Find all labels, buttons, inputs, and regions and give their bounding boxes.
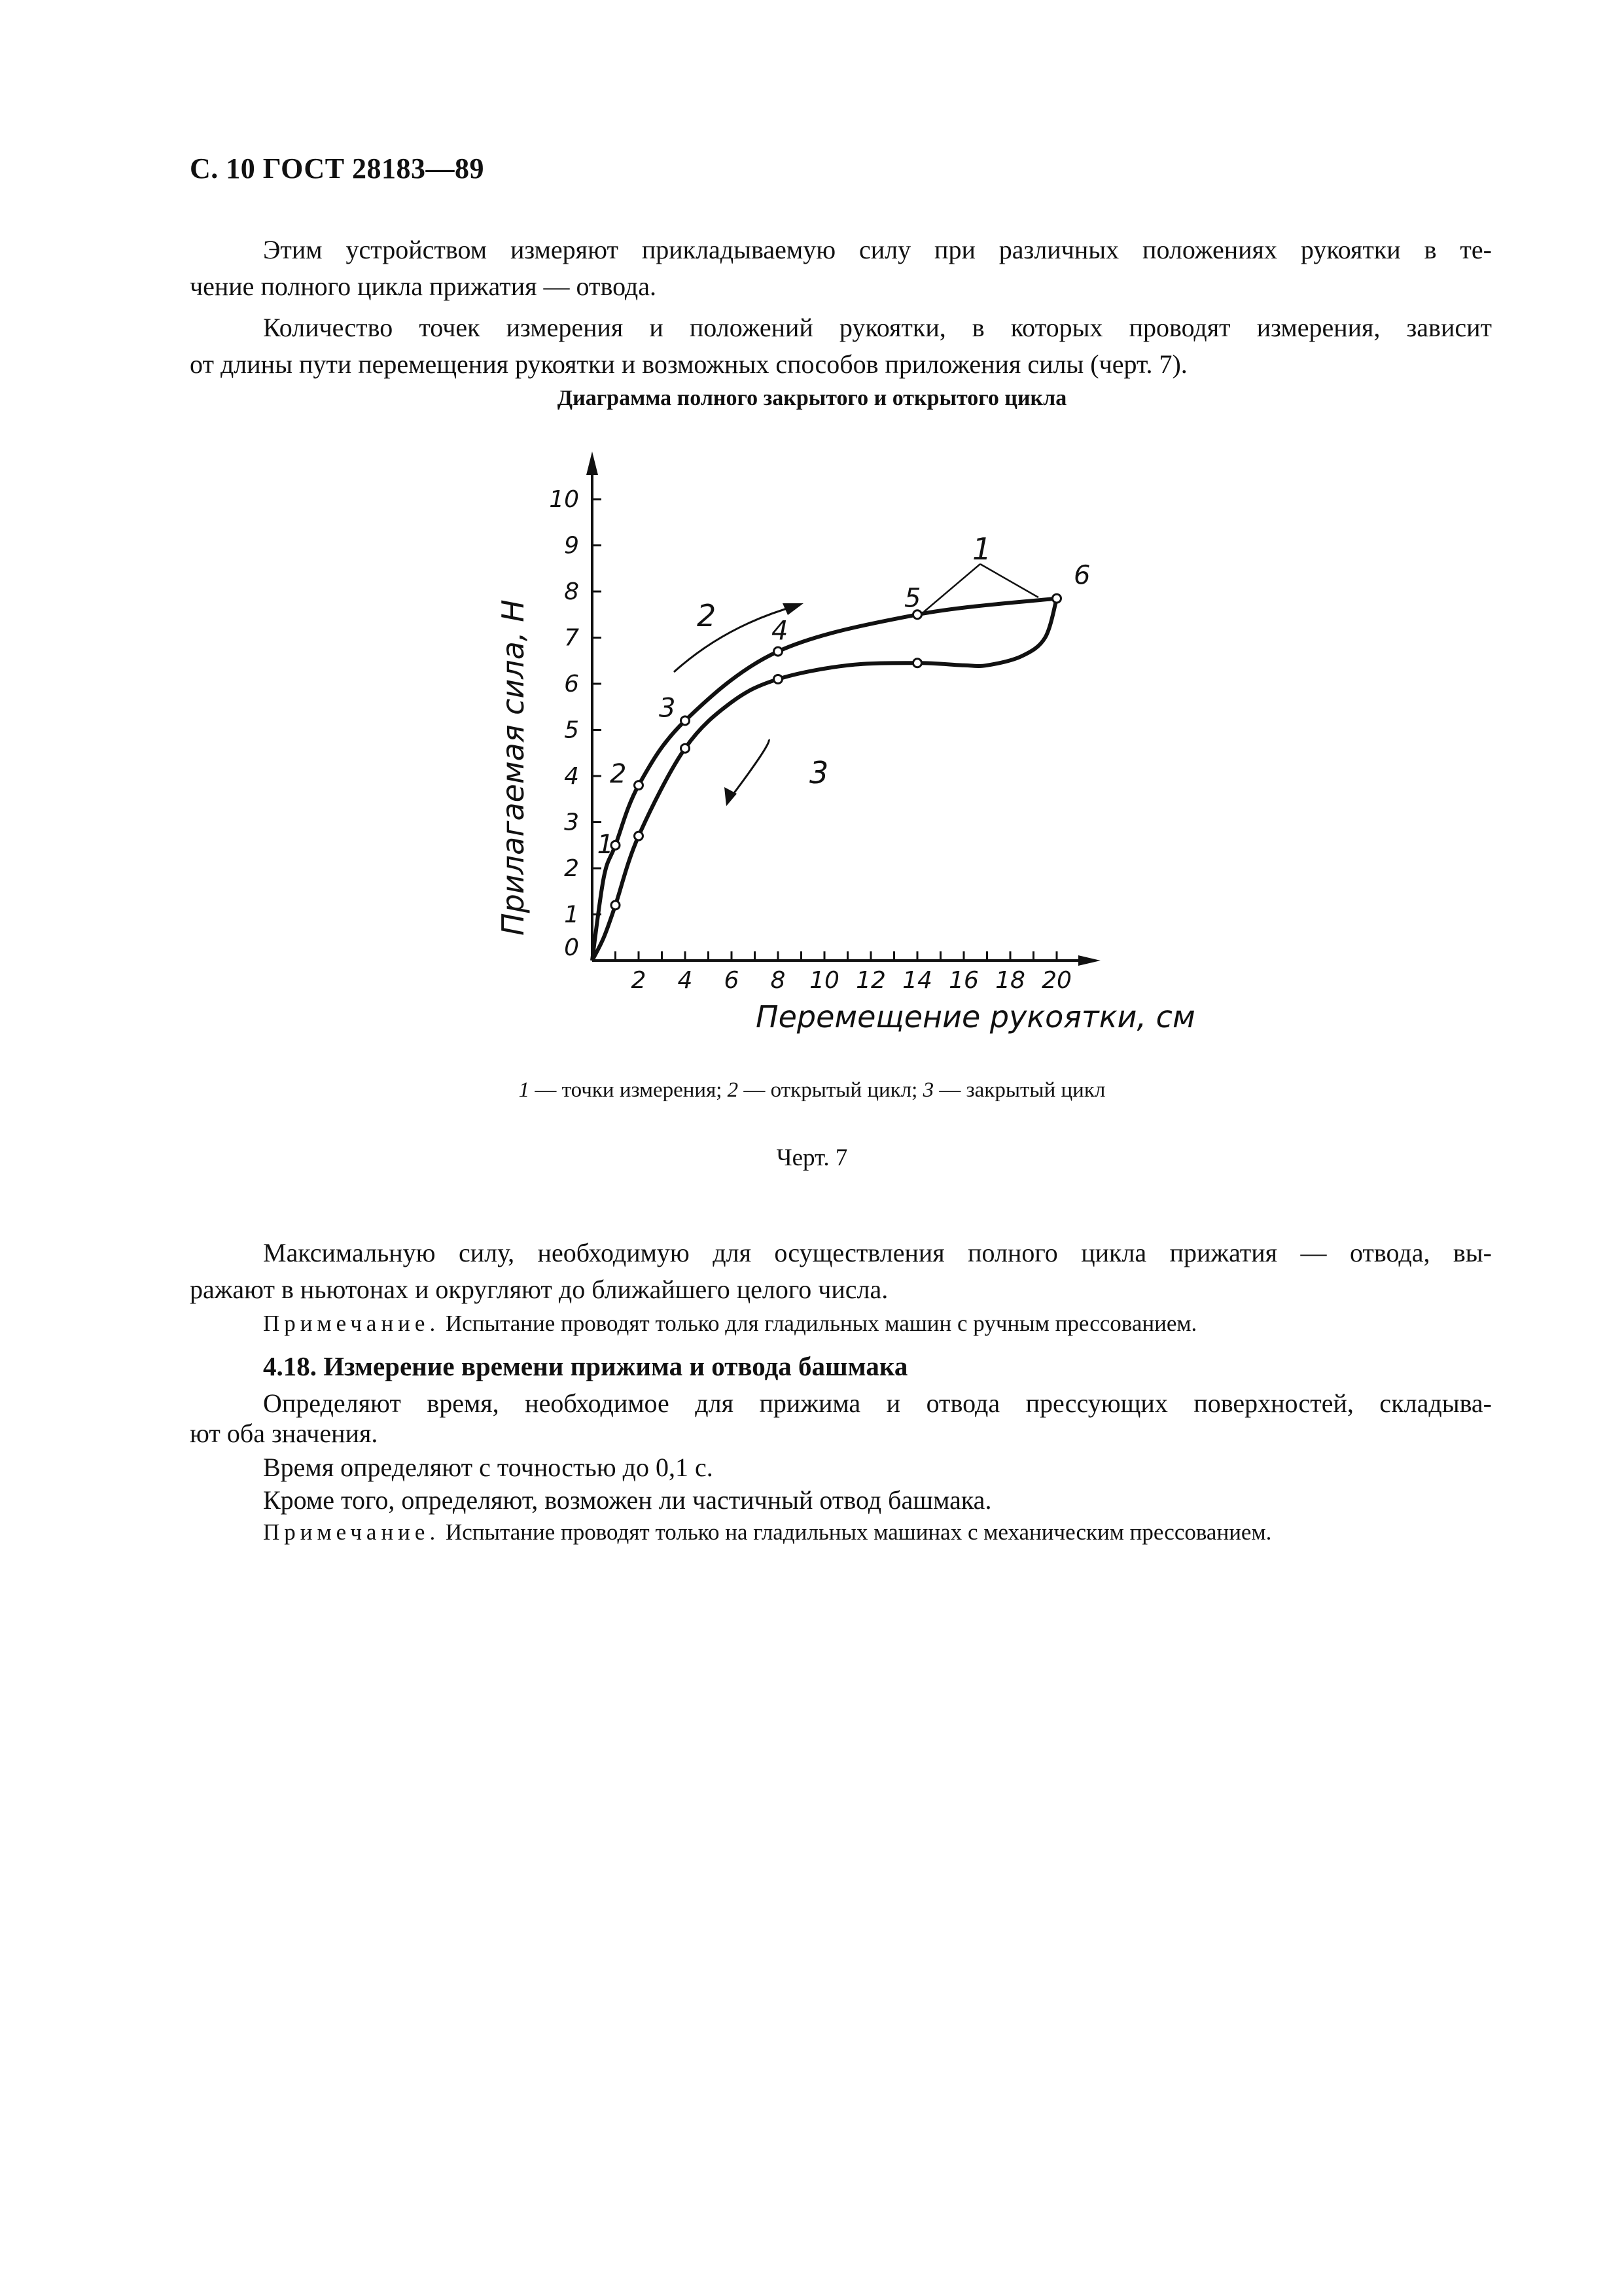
open-cycle-arrowhead	[783, 603, 803, 615]
open-cycle-number: 2	[697, 598, 716, 633]
point-label-1: 1	[597, 829, 614, 860]
x-tick-label: 4	[677, 967, 693, 994]
measure-points-callout	[924, 531, 1038, 612]
x-tick-label: 20	[1042, 967, 1072, 994]
x-tick-label: 14	[902, 967, 932, 994]
page-header: С. 10 ГОСТ 28183—89	[190, 152, 485, 185]
y-tick-label: 1	[564, 901, 579, 928]
y-tick-label: 6	[564, 671, 579, 698]
y-tick-label: 4	[564, 763, 579, 790]
note-2-text: Испытание проводят только на гладильных машинах с механическим прессованием.	[440, 1519, 1272, 1545]
paragraph-6: Кроме того, определяют, возможен ли частичный отвод башмака.	[263, 1485, 992, 1515]
y-tick-label: 5	[564, 716, 579, 744]
paragraph-2-line-2: от длины пути перемещения рукоятки и возможных способов приложения силы (черт. 7).	[190, 349, 1188, 379]
note-1-text: Испытание проводят только для гладильных машин с ручным прессованием.	[440, 1311, 1197, 1336]
measure-point	[681, 716, 690, 725]
x-tick-label: 2	[631, 967, 646, 994]
x-tick-label: 6	[724, 967, 739, 994]
legend-text-3: — закрытый цикл	[934, 1078, 1106, 1102]
paragraph-1-line-2: чение полного цикла прижатия — отвода.	[190, 272, 657, 301]
measure-point	[635, 781, 643, 790]
x-tick-label: 12	[856, 967, 886, 994]
paragraph-3-line-2: ражают в ньютонах и округляют до ближайшего целого числа.	[190, 1275, 889, 1304]
y-tick-label: 7	[564, 624, 579, 652]
callout-leader-1	[924, 564, 980, 612]
y-axis-label: Прилагаемая сила, Н	[495, 599, 531, 936]
x-axis-arrowhead	[1078, 955, 1101, 966]
x-tick-label: 16	[949, 967, 979, 994]
chart-ticks	[549, 486, 1072, 994]
measure-point	[611, 901, 620, 910]
chart-measure-points	[611, 594, 1061, 910]
chart-point-labels	[597, 561, 1091, 860]
paragraph-2-text-1: Количество точек измерения и положений рукоятки, в которых проводят измерения, зависит	[263, 313, 1492, 342]
measure-point	[913, 659, 922, 667]
note-2-label: Примечание.	[263, 1519, 440, 1545]
y-tick-label: 0	[564, 934, 579, 961]
closed-cycle-arrowhead	[724, 787, 737, 806]
note-2	[263, 1519, 1271, 1545]
note-1	[263, 1311, 1197, 1337]
chart-title: Диаграмма полного закрытого и открытого цикла	[557, 386, 1067, 410]
legend-text-2: — открытый цикл;	[738, 1078, 923, 1102]
legend-number-3: 3	[923, 1078, 934, 1102]
closed-cycle-indicator	[724, 739, 828, 806]
paragraph-3-text-1: Максимальную силу, необходимую для осуществления полного цикла прижатия — отвода, вы-	[263, 1238, 1492, 1267]
y-tick-label: 2	[564, 855, 579, 882]
point-label-2: 2	[610, 759, 627, 790]
x-tick-label: 18	[995, 967, 1025, 994]
section-4-18-heading: 4.18. Измерение времени прижима и отвода башмака	[263, 1351, 908, 1381]
y-tick-label: 10	[549, 486, 579, 513]
y-tick-label: 9	[564, 532, 579, 559]
point-label-4: 4	[771, 616, 788, 646]
note-1-label: Примечание.	[263, 1311, 440, 1336]
x-axis-label: Перемещение рукоятки, см	[756, 999, 1195, 1034]
measure-points-callout-number: 1	[972, 531, 992, 567]
y-tick-label: 8	[564, 578, 579, 605]
legend-number-2: 2	[727, 1078, 739, 1102]
measure-point	[1053, 594, 1061, 603]
point-label-6: 6	[1074, 560, 1091, 591]
y-axis-arrowhead	[586, 451, 598, 475]
measure-point	[774, 647, 783, 656]
measure-point	[635, 832, 643, 840]
measure-point	[681, 744, 690, 752]
point-label-3: 3	[659, 693, 676, 724]
callout-leader-2	[980, 564, 1038, 597]
paragraph-4-line-2: ют оба значения.	[190, 1419, 378, 1448]
closed-cycle-number: 3	[809, 755, 829, 790]
figure-number: Черт. 7	[776, 1144, 848, 1171]
legend-text-1: — точки измерения;	[529, 1078, 728, 1102]
paragraph-1-text-1: Этим устройством измеряют прикладываемую силу при различных положениях рукоятки в те-	[263, 235, 1492, 264]
measure-point	[774, 675, 783, 683]
paragraph-3-line-1	[190, 1235, 1492, 1271]
x-tick-label: 8	[770, 967, 786, 994]
paragraph-4-text-1: Определяют время, необходимое для прижима и отвода прессующих поверхностей, складыва-	[263, 1388, 1492, 1418]
paragraph-5: Время определяют с точностью до 0,1 с.	[263, 1453, 713, 1482]
y-tick-label: 3	[564, 809, 579, 836]
x-tick-label: 10	[809, 967, 839, 994]
point-label-5: 5	[904, 583, 921, 614]
legend-number-1: 1	[518, 1078, 530, 1102]
figure-legend	[0, 1078, 1624, 1103]
